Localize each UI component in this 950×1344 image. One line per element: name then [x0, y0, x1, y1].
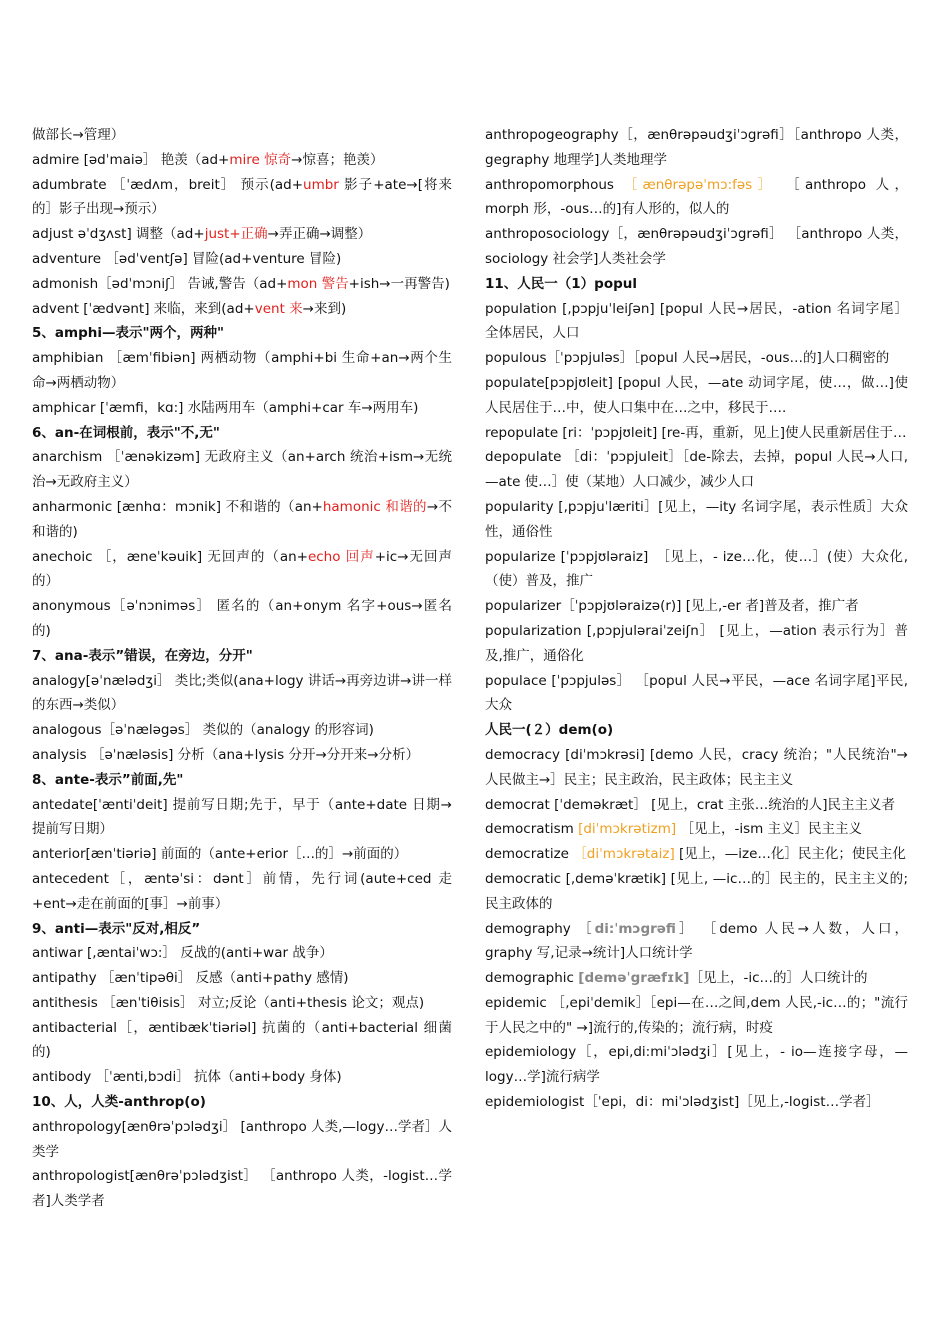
vocab-entry — [32, 545, 452, 595]
entry-text: popularizer［ˈpɔpjʊləraizə(r)] [见上,-er 者]普及者，推广者 — [485, 598, 859, 615]
section-heading — [485, 272, 908, 297]
entry-text: anthropologist[ænθrəˈpɔlədʒist］ ［anthropo 人类，-logist…学者]人类学者 — [32, 1168, 452, 1210]
entry-text: 6、an-在词根前，表示"不,无" — [32, 424, 220, 441]
entry-text: epidemic ［,epiˈdemik］［epi—在…之间,dem 人民,-ic…的；"流行于人民之中的" →]流行的,传染的；流行病，时疫 — [485, 994, 908, 1036]
section-heading — [32, 421, 452, 446]
vocab-entry — [32, 842, 452, 867]
entry-text: antibacterial［，æntibækˈtiəriəl] 抗菌的（anti+bacterial 细菌的) — [32, 1019, 452, 1061]
entry-text: epidemiologist［ˈepi，di：miˈɔlədʒist]［见上,-logist…学者］ — [485, 1094, 880, 1111]
entry-text: anthropology[ænθrəˈpɔlədʒi］ [anthropo 人类,—logy…学者］人类学 — [32, 1118, 452, 1160]
vocab-entry — [485, 867, 908, 917]
highlighted-text: vent 来 — [254, 300, 303, 317]
entry-text: democratic [,deməˈkrætik] [见上, —ic…的］民主的，民主主义的;民主政体的 — [485, 870, 908, 912]
entry-text: admire [ədˈmaiə］ 艳羡（ad+ — [32, 151, 230, 168]
vocab-entry — [32, 991, 452, 1016]
entry-text: antedate[ˈæntiˈdeit] 提前写日期;先于，早于（ante+date 日期→提前写日期） — [32, 796, 452, 838]
section-heading — [32, 1090, 452, 1115]
entry-text: analogous［əˈnæləgəs］ 类似的（analogy 的形容词) — [32, 722, 374, 739]
section-heading — [32, 321, 452, 346]
highlighted-text: hamonic 和谐的 — [322, 498, 427, 515]
entry-text: anterior[ænˈtiəriə] 前面的（ante+erior［…的］→前面的） — [32, 846, 408, 863]
section-heading — [485, 718, 908, 743]
entry-text: ［见上，-ic…的］人口统计的 — [689, 970, 868, 987]
entry-text: analogy[əˈnælədʒi］ 类比;类似(ana+logy 讲话→再旁边讲→讲一样的东西→类似） — [32, 672, 452, 714]
entry-text: adumbrate ［ˈædʌm，breit］ 预示(ad+ — [32, 176, 304, 193]
section-heading — [32, 644, 452, 669]
vocab-entry — [32, 495, 452, 545]
highlighted-text: just+正确 — [204, 226, 268, 243]
vocab-entry — [485, 421, 908, 446]
entry-text: repopulate [ri：ˈpɔpjʊleit] [re-再，重新，见上]使人民重新居住于… — [485, 424, 907, 441]
vocab-entry — [32, 1065, 452, 1090]
entry-text: populous［ˈpɔpjuləs］［popul 人民→居民，-ous…的]人口稠密的 — [485, 350, 890, 367]
entry-text: 10、人，人类-anthrop(o) — [32, 1094, 206, 1111]
vocab-entry — [32, 941, 452, 966]
vocab-entry — [32, 123, 452, 148]
entry-text: →惊喜；艳羡） — [291, 151, 384, 168]
vocab-entry — [485, 173, 908, 223]
entry-text: popularize [ˈpɔpjʊləraiz] ［见上，- ize…化，使…］(使）大众化,（使）普及，推广 — [485, 548, 908, 590]
vocab-entry — [32, 396, 452, 421]
entry-text: 人民一(２）dem(o) — [485, 722, 614, 739]
entry-text: democracy [diˈmɔkrəsi] [demo 人民，cracy 统治；"人民统治"→人民做主→］民主；民主政治，民主政体；民主主义 — [485, 746, 908, 788]
entry-text: antipathy ［ænˈtipəθi］ 反感（anti+pathy 感情) — [32, 970, 349, 987]
vocab-entry — [485, 669, 908, 719]
vocab-entry — [485, 445, 908, 495]
entry-text: anthropomorphous — [485, 176, 624, 193]
entry-text: antibody ［ˈænti,bɔdi］ 抗体（anti+body 身体) — [32, 1069, 342, 1086]
vocab-entry — [485, 743, 908, 793]
vocab-entry — [485, 991, 908, 1041]
entry-text: adventure ［ədˈventʃə] 冒险(ad+venture 冒险) — [32, 250, 342, 267]
entry-text: 11、人民一（1）popul — [485, 275, 638, 292]
vocab-entry — [485, 1090, 908, 1115]
vocab-entry — [32, 743, 452, 768]
vocab-entry — [32, 1115, 452, 1165]
entry-text: +ish→一再警告) — [348, 275, 450, 292]
entry-text: 7、ana-表示”错误，在旁边，分开" — [32, 647, 253, 664]
vocab-entry — [32, 793, 452, 843]
entry-text: democratism — [485, 821, 579, 838]
entry-text: ［anthropo 人，morph 形，-ous…的]有人形的，似人的 — [485, 176, 908, 218]
entry-text: anthroposociology［，ænθrəpəudʒiˈɔgrəfi］ ［anthropo 人类，sociology 社会学]人类社会学 — [485, 226, 908, 267]
vocab-entry — [32, 222, 452, 247]
entry-text: antiwar [,æntaiˈwɔ:］ 反战的(anti+war 战争） — [32, 945, 333, 962]
entry-text: 8、ante-表示”前面,先" — [32, 771, 184, 788]
section-heading — [32, 917, 452, 942]
entry-text: anthropogeography［，ænθrəpəudʒiˈɔgrəfi］［anthropo 人类，gegraphy 地理学]人类地理学 — [485, 127, 908, 168]
entry-text: epidemiology［，epi,di:miˈɔlədʒi］[见上，- io—连接字母，—logy…学]流行病学 — [485, 1044, 908, 1086]
vocab-entry — [32, 148, 452, 173]
entry-text: 9、anti—表示"反对,相反” — [32, 920, 201, 937]
vocab-entry — [485, 346, 908, 371]
vocab-entry — [485, 917, 908, 967]
vocab-entry — [32, 173, 452, 223]
entry-text: ［见上，-ism 主义］民主主义 — [676, 821, 863, 838]
vocab-entry — [485, 817, 908, 842]
vocab-entry — [485, 495, 908, 545]
vocab-entry — [32, 297, 452, 322]
entry-text: 做部长→管理） — [32, 127, 125, 143]
entry-text: anarchism ［ˈænəkizəm] 无政府主义（an+arch 统治+ism→无统治→无政府主义） — [32, 449, 452, 491]
entry-text: demography ［ — [485, 920, 595, 937]
highlighted-text: umbr — [303, 176, 339, 193]
vocab-entry — [32, 718, 452, 743]
highlighted-text: mire 惊奇 — [229, 151, 292, 168]
vocab-entry — [32, 669, 452, 719]
vocab-entry — [485, 545, 908, 595]
vocab-entry — [485, 123, 908, 173]
entry-text: anonymous［əˈnɔniməs］ 匿名的（an+onym 名字+ous→匿名的) — [32, 598, 452, 639]
entry-text: 影子+ate→[将来的］影子出现→预示） — [32, 176, 452, 218]
vocab-entry — [485, 594, 908, 619]
vocab-entry — [32, 247, 452, 272]
entry-text: amphicar [ˈæmfi，kɑ:] 水陆两用车（amphi+car 车→两用车) — [32, 399, 419, 416]
vocab-entry — [32, 346, 452, 396]
right-column — [485, 123, 908, 1115]
vocab-entry — [485, 793, 908, 818]
entry-text: demographic — [485, 970, 579, 987]
vocab-entry — [485, 222, 908, 272]
entry-text: populace [ˈpɔpjuləs］ ［popul 人民→平民，—ace 名词字尾]平民,大众 — [485, 672, 908, 714]
vocab-entry — [485, 842, 908, 867]
vocab-entry — [32, 445, 452, 495]
entry-text: anharmonic [ænhɑ：mɔnik] 不和谐的（an+ — [32, 498, 323, 515]
highlighted-text: ［diˈmɔkrətaiz] — [573, 846, 675, 863]
vocab-entry — [32, 272, 452, 297]
entry-text: →不和谐的) — [32, 498, 453, 540]
entry-text: depopulate ［di：ˈpɔpjuleit］［de-除去，去掉，popul 人民→人口,—ate 使…］使（某地）人口减少，减少人口 — [485, 449, 908, 491]
vocab-entry — [485, 619, 908, 669]
vocab-entry — [32, 1016, 452, 1066]
highlighted-text: echo 回声 — [307, 548, 375, 565]
entry-text: admonish［ədˈmɔniʃ］ 告诫,警告（ad+ — [32, 275, 288, 292]
entry-text: +ic→无回声的） — [32, 548, 452, 590]
vocab-entry — [32, 966, 452, 991]
section-heading — [32, 768, 452, 793]
highlighted-text: ［ænθrəpəˈmɔ:fəs］ — [623, 176, 777, 193]
vocab-entry — [32, 594, 452, 644]
highlighted-text: [diˈmɔkrətizm] — [578, 821, 677, 838]
entry-text: antithesis ［ænˈtiθisis］ 对立;反论（anti+thesis 论文；观点) — [32, 994, 425, 1011]
entry-text: democratize — [485, 846, 574, 863]
entry-text: popularization [,pɔpjuləraiˈzeiʃn］ [见上，—ation 表示行为］普及,推广，通俗化 — [485, 622, 908, 664]
entry-text: advent [ˈædvənt] 来临，来到(ad+ — [32, 300, 255, 317]
entry-text: →来到) — [302, 300, 347, 317]
vocab-entry — [32, 1164, 452, 1214]
vocab-entry — [485, 966, 908, 991]
vocab-entry — [485, 371, 908, 421]
highlighted-text: [deməˈgræfɪk] — [578, 970, 690, 987]
entry-text: ］ ［demo 人民→人数，人口，graphy 写,记录→统计]人口统计学 — [485, 920, 908, 962]
entry-text: 5、amphi—表示"两个，两种" — [32, 325, 225, 342]
entry-text: antecedent［，æntəˈsi：dənt］前情，先行词(aute+ced 走+ent→走在前面的[事］→前事） — [32, 870, 452, 912]
entry-text: →弄正确→调整） — [267, 226, 372, 243]
highlighted-text: mon 警告 — [287, 275, 349, 292]
entry-text: [见上，—ize…化］民主化；使民主化 — [674, 846, 906, 863]
entry-text: adjust əˈdʒʌst] 调整（ad+ — [32, 226, 205, 243]
highlighted-text: di:ˈmɔgrəfi — [594, 920, 676, 937]
entry-text: anechoic ［，æneˈkəuik] 无回声的（an+ — [32, 548, 308, 565]
entry-text: population [,pɔpjuˈleiʃən] [popul 人民→居民，-ation 名词字尾］全体居民，人口 — [485, 300, 908, 342]
left-column — [32, 123, 452, 1214]
entry-text: populate[pɔpjʊleit] [popul 人民，—ate 动词字尾，使…，做…]使人民居住于…中，使人口集中在…之中，移民于…. — [485, 374, 908, 416]
vocab-entry — [32, 867, 452, 917]
vocab-entry — [485, 1040, 908, 1090]
entry-text: analysis ［əˈnæləsis] 分析（ana+lysis 分开→分开来→分析） — [32, 746, 420, 763]
vocab-entry — [485, 297, 908, 347]
entry-text: democrat [ˈdeməkræt］ [见上，crat 主张…统治的人]民主主义者 — [485, 796, 895, 813]
entry-text: amphibian ［æmˈfibiən] 两栖动物（amphi+bi 生命+an→两个生命→两栖动物） — [32, 350, 452, 391]
entry-text: popularity [,pɔpjuˈlæriti］[见上，—ity 名词字尾，表示性质］大众性，通俗性 — [485, 498, 908, 540]
